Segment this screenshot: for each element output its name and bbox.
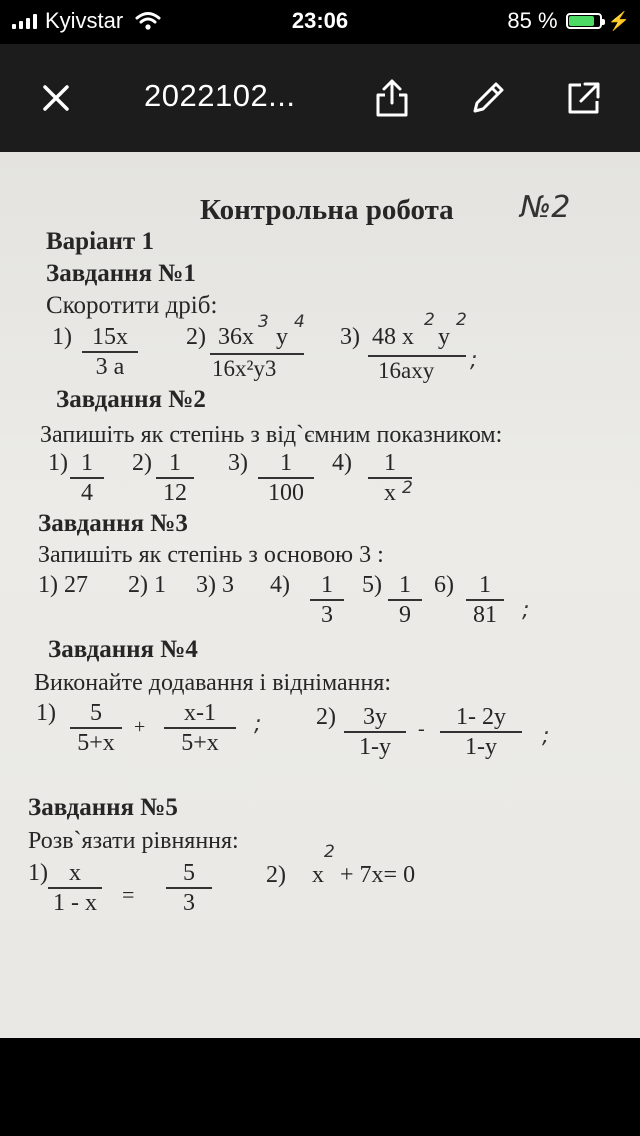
task2-item2-label: 2) (132, 450, 152, 476)
denominator: 5+x (181, 729, 219, 756)
operator: + (134, 716, 146, 738)
exponent: 3 (258, 312, 269, 332)
numerator: 1 (479, 572, 491, 598)
charging-icon: ⚡ (607, 10, 630, 31)
task1-item3-den: 16axy (378, 358, 435, 383)
denominator: 1-y (465, 733, 497, 760)
task1-item3-tail: ; (470, 348, 478, 373)
task1-item2-label: 2) (186, 324, 206, 350)
task3-instruction: Запишіть як степінь з основою 3 : (38, 542, 384, 568)
denominator: 3 a (95, 353, 125, 380)
task4-heading: Завдання №4 (48, 636, 198, 663)
exponent: 2 (424, 310, 435, 330)
viewer-toolbar (0, 44, 640, 152)
numerator: 5 (183, 860, 195, 886)
denominator: x (384, 479, 396, 506)
denominator: 100 (268, 479, 304, 506)
task1-item1-fraction (82, 324, 138, 380)
numerator: 5 (90, 700, 102, 726)
carrier-name: Kyivstar (45, 8, 124, 33)
task5-ex2-label: 2) (266, 862, 286, 888)
viewer-background (0, 1038, 640, 1136)
task1-item2-num-b: y (276, 324, 288, 350)
battery-icon (566, 13, 602, 29)
exponent: 2 (324, 842, 335, 862)
battery-percent: 85 % (507, 8, 558, 33)
task1-item3-num-a: 48 x (372, 324, 414, 350)
task3-item3: 3) 3 (196, 572, 234, 598)
numerator: 3y (363, 704, 387, 730)
exponent: 2 (402, 478, 413, 498)
task2-instruction: Запишіть як степінь з від`ємним показником: (40, 422, 503, 448)
external-link-icon (565, 79, 603, 117)
denominator: 1-y (359, 733, 391, 760)
task3-item5-fraction (388, 572, 422, 628)
task1-item2-den: 16x²y3 (212, 356, 277, 381)
task2-item1-fraction (70, 450, 104, 506)
exponent: 4 (294, 312, 305, 332)
clock: 23:06 (291, 8, 349, 33)
task2-heading: Завдання №2 (56, 386, 206, 413)
status-bar (0, 0, 640, 44)
close-icon (41, 83, 71, 113)
task5-ex1-fraction-a (48, 860, 102, 916)
pencil-icon (469, 79, 507, 117)
edit-button[interactable] (462, 72, 514, 124)
numerator: 1 (280, 450, 292, 476)
doc-title: Контрольна робота (200, 194, 454, 226)
task3-item2: 2) 1 (128, 572, 166, 598)
task3-item6-label: 6) (434, 572, 454, 598)
task1-item3-num-b: y (438, 324, 450, 350)
numerator: 1 (81, 450, 93, 476)
numerator: 1- 2y (456, 704, 506, 730)
task5-instruction: Розв`язати рівняння: (28, 828, 239, 854)
operator: = (122, 882, 135, 907)
task3-item5-label: 5) (362, 572, 382, 598)
numerator: 1 (384, 450, 396, 476)
numerator: x-1 (184, 700, 216, 726)
denominator: 3 (321, 601, 333, 628)
doc-title-number: №2 (520, 190, 571, 225)
task3-heading: Завдання №3 (38, 510, 188, 537)
task1-item1-label: 1) (52, 324, 72, 350)
task2-item3-fraction (258, 450, 314, 506)
task4-ex1-fraction-b (164, 700, 236, 756)
exponent: 2 (456, 310, 467, 330)
task4-ex2-tail: ; (542, 724, 550, 749)
document-page (0, 152, 640, 1038)
denominator: 4 (81, 479, 93, 506)
task2-item3-label: 3) (228, 450, 248, 476)
denominator: 3 (183, 889, 195, 916)
task4-ex2-fraction-a (344, 704, 406, 760)
task3-item1: 1) 27 (38, 572, 88, 598)
task4-ex2-label: 2) (316, 704, 336, 730)
numerator: 1 (321, 572, 333, 598)
task3-item6-fraction (466, 572, 504, 628)
task5-ex2-base: x (312, 862, 324, 888)
operator: - (418, 718, 425, 740)
denominator: 12 (163, 479, 187, 506)
task1-instruction: Скоротити дріб: (46, 292, 218, 319)
denominator: 81 (473, 601, 497, 628)
task5-ex1-label: 1) (28, 860, 48, 886)
task2-item2-fraction (156, 450, 194, 506)
numerator: 15x (92, 324, 128, 350)
task4-ex2-fraction-b (440, 704, 522, 760)
task3-item4-label: 4) (270, 572, 290, 598)
open-external-button[interactable] (558, 72, 610, 124)
denominator: 1 - x (53, 889, 97, 916)
close-button[interactable] (30, 72, 82, 124)
task3-tail: ; (522, 598, 530, 623)
task2-item4-label: 4) (332, 450, 352, 476)
task5-ex1-fraction-b (166, 860, 212, 916)
task4-ex1-tail: ; (254, 712, 262, 737)
share-icon (374, 77, 410, 119)
task1-item2-num-a: 36x (218, 324, 254, 350)
task1-item3-label: 3) (340, 324, 360, 350)
task4-ex1-fraction-a (70, 700, 122, 756)
task5-heading: Завдання №5 (28, 794, 178, 821)
variant-label: Варіант 1 (46, 228, 154, 255)
task4-ex1-label: 1) (36, 700, 56, 726)
numerator: x (69, 860, 81, 886)
task3-item4-fraction (310, 572, 344, 628)
file-name: 2022102... (144, 78, 296, 113)
task5-ex2-rest: + 7x= 0 (340, 862, 416, 888)
numerator: 1 (169, 450, 181, 476)
task4-instruction: Виконайте додавання і віднімання: (34, 670, 392, 696)
task1-heading: Завдання №1 (46, 260, 196, 287)
task2-item1-label: 1) (48, 450, 68, 476)
numerator: 1 (399, 572, 411, 598)
denominator: 5+x (77, 729, 115, 756)
denominator: 9 (399, 601, 411, 628)
share-button[interactable] (366, 72, 418, 124)
